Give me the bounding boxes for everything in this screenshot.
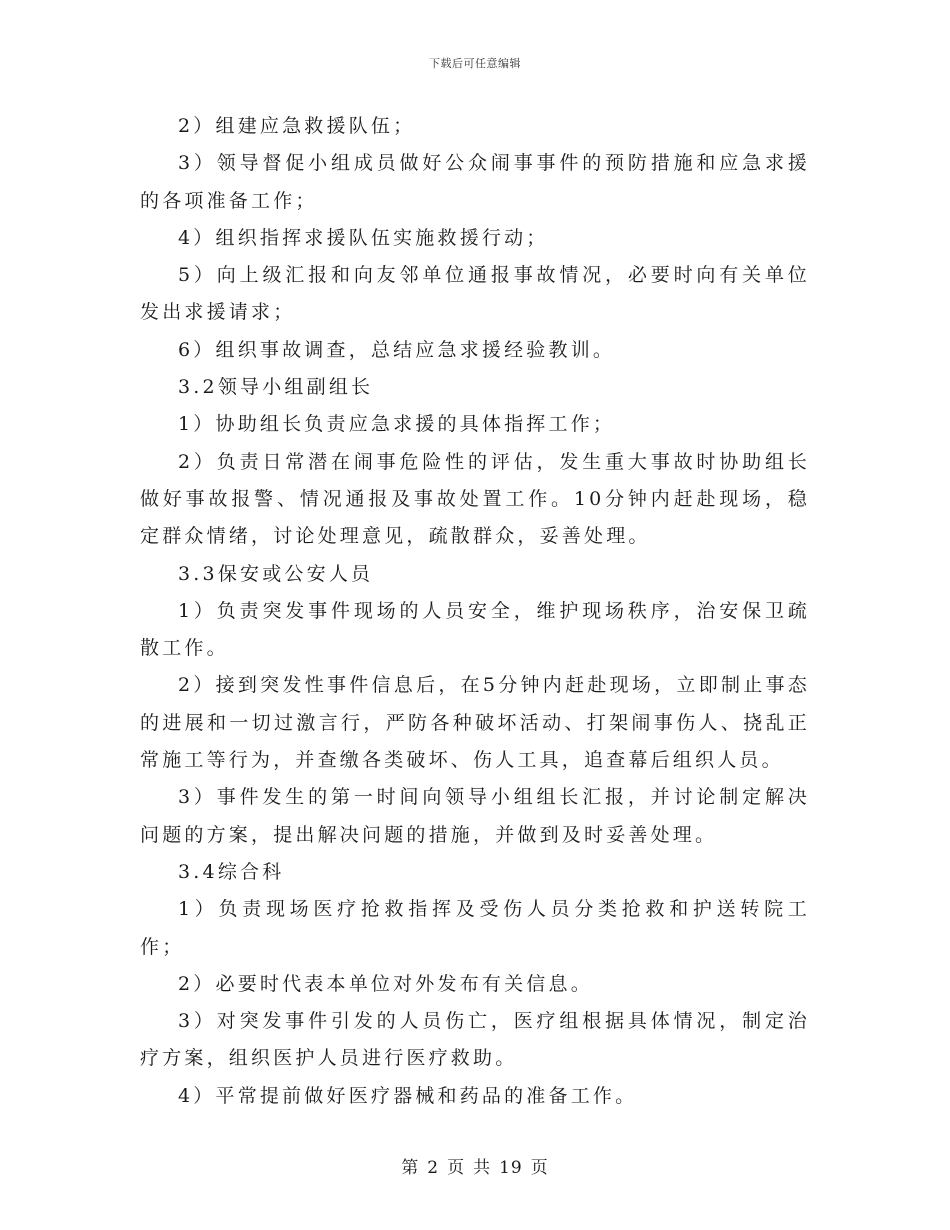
page-label: 第 — [401, 1158, 420, 1178]
paragraph: 1）负责突发事件现场的人员安全，维护现场秩序，治安保卫疏散工作。 — [140, 599, 810, 660]
paragraph: 2）负责日常潜在闹事危险性的评估，发生重大事故时协助组长做好事故报警、情况通报及事故处置工作。10分钟内赶赴现场，稳定群众情绪，讨论处理意见，疏散群众，妥善处理。 — [140, 450, 810, 548]
section-heading: 3.3保安或公安人员 — [178, 562, 374, 585]
paragraph: 1）协助组长负责应急求援的具体指挥工作； — [178, 413, 616, 436]
paragraph: 2）接到突发性事件信息后，在5分钟内赶赴现场，立即制止事态的进展和一切过激言行，严防各种破坏活动、打架闹事伤人、挠乱正常施工等行为，并查缴各类破坏、伤人工具，追查幕后组织人员。 — [140, 674, 810, 772]
document-body — [140, 108, 810, 1115]
paragraph: 6）组织事故调查，总结应急求援经验教训。 — [178, 338, 616, 361]
page-total: 19 — [499, 1158, 523, 1178]
paragraph: 5）向上级汇报和向友邻单位通报事故情况，必要时向有关单位发出求援请求； — [140, 264, 810, 324]
paragraph: 4）组织指挥求援队伍实施救援行动； — [178, 226, 549, 249]
total-label: 共 — [473, 1158, 492, 1178]
paragraph: 1）负责现场医疗抢救指挥及受伤人员分类抢救和护送转院工作； — [140, 898, 810, 958]
paragraph: 3）对突发事件引发的人员伤亡，医疗组根据具体情况，制定治疗方案，组织医护人员进行医疗救助。 — [140, 1010, 810, 1070]
page-footer — [0, 1153, 950, 1178]
page-header: 下载后可任意编辑 — [429, 57, 521, 70]
paragraph: 4）平常提前做好医疗器械和药品的准备工作。 — [178, 1084, 638, 1107]
section-heading: 3.2领导小组副组长 — [178, 376, 374, 399]
section-heading: 3.4综合科 — [178, 860, 285, 883]
paragraph: 2）组建应急救援队伍； — [178, 115, 416, 137]
paragraph: 3）领导督促小组成员做好公众闹事事件的预防措施和应急求援的各项准备工作； — [140, 152, 810, 212]
page-current: 2 — [427, 1158, 440, 1178]
page-end: 页 — [530, 1158, 549, 1178]
page-mid: 页 — [447, 1158, 466, 1178]
paragraph: 3）事件发生的第一时间向领导小组组长汇报，并讨论制定解决问题的方案，提出解决问题的措施，并做到及时妥善处理。 — [140, 786, 810, 846]
paragraph: 2）必要时代表本单位对外发布有关信息。 — [178, 972, 593, 995]
